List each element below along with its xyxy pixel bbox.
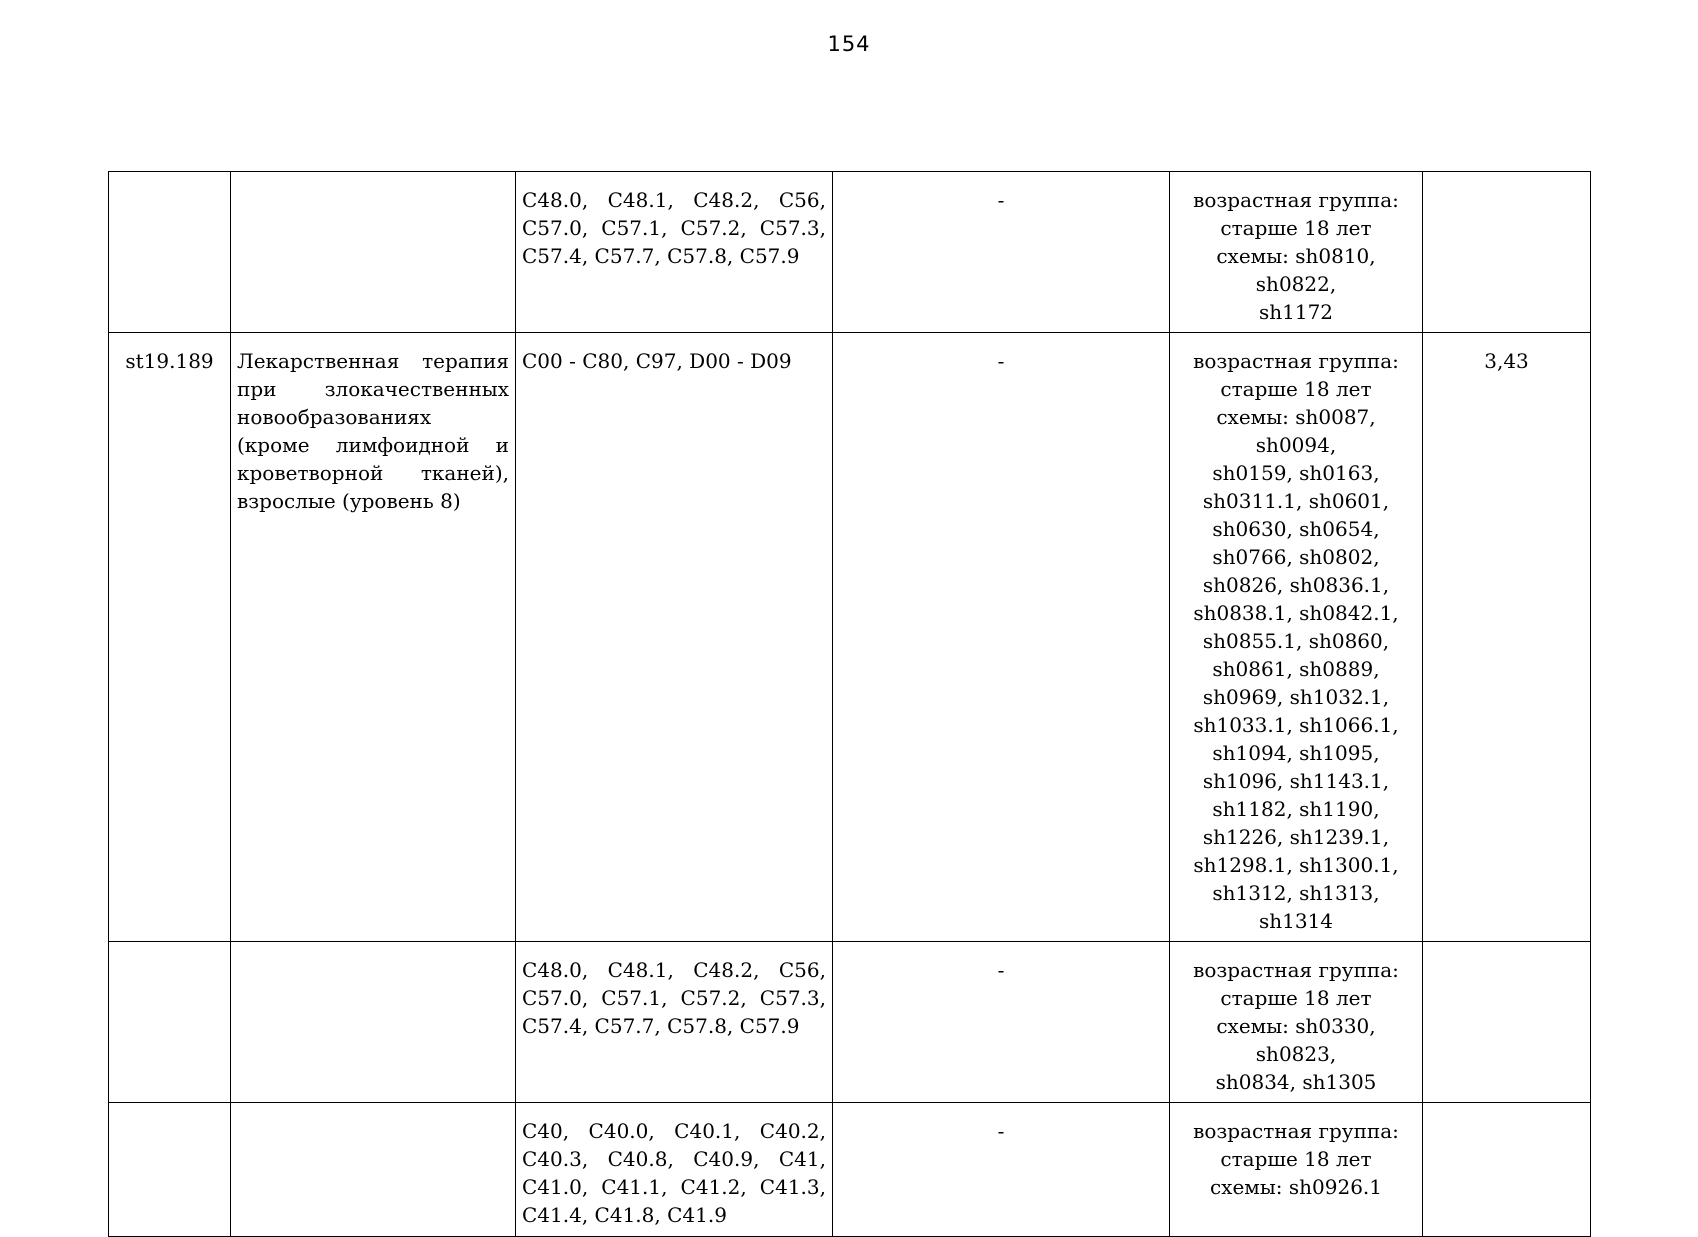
table-row — [109, 942, 1591, 1103]
criteria-line: sh0311.1, sh0601, — [1202, 489, 1390, 513]
criteria-line: старше 18 лет — [1220, 986, 1372, 1010]
criteria-cell — [1170, 1103, 1423, 1237]
code-cell — [109, 172, 231, 333]
diagnoses-cell: C48.0, C48.1, C48.2, C56, C57.0, C57.1, C57.2, C57.3, C57.4, C57.7, C57.8, C57.9 — [516, 942, 833, 1103]
criteria-line: sh1094, sh1095, — [1212, 741, 1380, 765]
criteria-line: схемы: sh0087, sh0094, — [1216, 405, 1376, 457]
criteria-line: схемы: sh0926.1 — [1209, 1175, 1382, 1199]
coefficient-cell — [1423, 942, 1591, 1103]
criteria-cell — [1170, 172, 1423, 333]
diagnoses-cell: C48.0, C48.1, C48.2, C56, C57.0, C57.1, C57.2, C57.3, C57.4, C57.7, C57.8, C57.9 — [516, 172, 833, 333]
criteria-line: возрастная группа: — [1193, 1119, 1399, 1143]
name-cell — [231, 1103, 516, 1237]
criteria-line: sh1182, sh1190, — [1212, 797, 1380, 821]
criteria-line: старше 18 лет — [1220, 216, 1372, 240]
code-cell: st19.189 — [109, 333, 231, 942]
criteria-line: sh0826, sh0836.1, — [1202, 573, 1390, 597]
criteria-line: возрастная группа: — [1193, 188, 1399, 212]
criteria-line: sh1033.1, sh1066.1, — [1193, 713, 1399, 737]
tariff-table — [108, 171, 1591, 1237]
criteria-line: sh0834, sh1305 — [1215, 1070, 1377, 1094]
criteria-line: схемы: sh0810, sh0822, — [1216, 244, 1376, 296]
page-number: 154 — [827, 32, 871, 56]
criteria-line: sh0969, sh1032.1, — [1202, 685, 1390, 709]
criteria-line: sh0766, sh0802, — [1212, 545, 1380, 569]
criteria-cell — [1170, 333, 1423, 942]
coefficient-cell: 3,43 — [1423, 333, 1591, 942]
coefficient-cell — [1423, 1103, 1591, 1237]
table-row — [109, 1103, 1591, 1237]
criteria-line: sh0855.1, sh0860, — [1202, 629, 1390, 653]
criteria-line: схемы: sh0330, sh0823, — [1216, 1014, 1376, 1066]
code-cell — [109, 1103, 231, 1237]
criteria-line: sh1172 — [1258, 300, 1334, 324]
criteria-cell — [1170, 942, 1423, 1103]
criteria-line: sh0861, sh0889, — [1212, 657, 1380, 681]
criteria-line: возрастная группа: — [1193, 349, 1399, 373]
name-cell — [231, 942, 516, 1103]
criteria-line: старше 18 лет — [1220, 1147, 1372, 1171]
criteria-line: sh0159, sh0163, — [1212, 461, 1380, 485]
procedure-cell: - — [833, 1103, 1170, 1237]
coefficient-cell — [1423, 172, 1591, 333]
table-row — [109, 333, 1591, 942]
criteria-line: sh1298.1, sh1300.1, — [1193, 853, 1399, 877]
criteria-line: sh1096, sh1143.1, — [1202, 769, 1390, 793]
code-cell — [109, 942, 231, 1103]
name-cell: Лекарственная терапия при злокачественных новообразованиях (кроме лимфоидной и кроветворной тканей), взрослые (уровень 8) — [231, 333, 516, 942]
criteria-line: sh0838.1, sh0842.1, — [1193, 601, 1399, 625]
criteria-line: sh1312, sh1313, sh1314 — [1212, 881, 1380, 933]
diagnoses-cell: C40, C40.0, C40.1, C40.2, C40.3, C40.8, C40.9, C41, C41.0, C41.1, C41.2, C41.3, C41.4, C41.8, C41.9 — [516, 1103, 833, 1237]
diagnoses-cell: C00 - C80, C97, D00 - D09 — [516, 333, 833, 942]
procedure-cell: - — [833, 942, 1170, 1103]
name-cell — [231, 172, 516, 333]
table-row — [109, 172, 1591, 333]
procedure-cell: - — [833, 333, 1170, 942]
criteria-line: sh1226, sh1239.1, — [1202, 825, 1390, 849]
procedure-cell: - — [833, 172, 1170, 333]
criteria-line: возрастная группа: — [1193, 958, 1399, 982]
criteria-line: sh0630, sh0654, — [1212, 517, 1380, 541]
criteria-line: старше 18 лет — [1220, 377, 1372, 401]
